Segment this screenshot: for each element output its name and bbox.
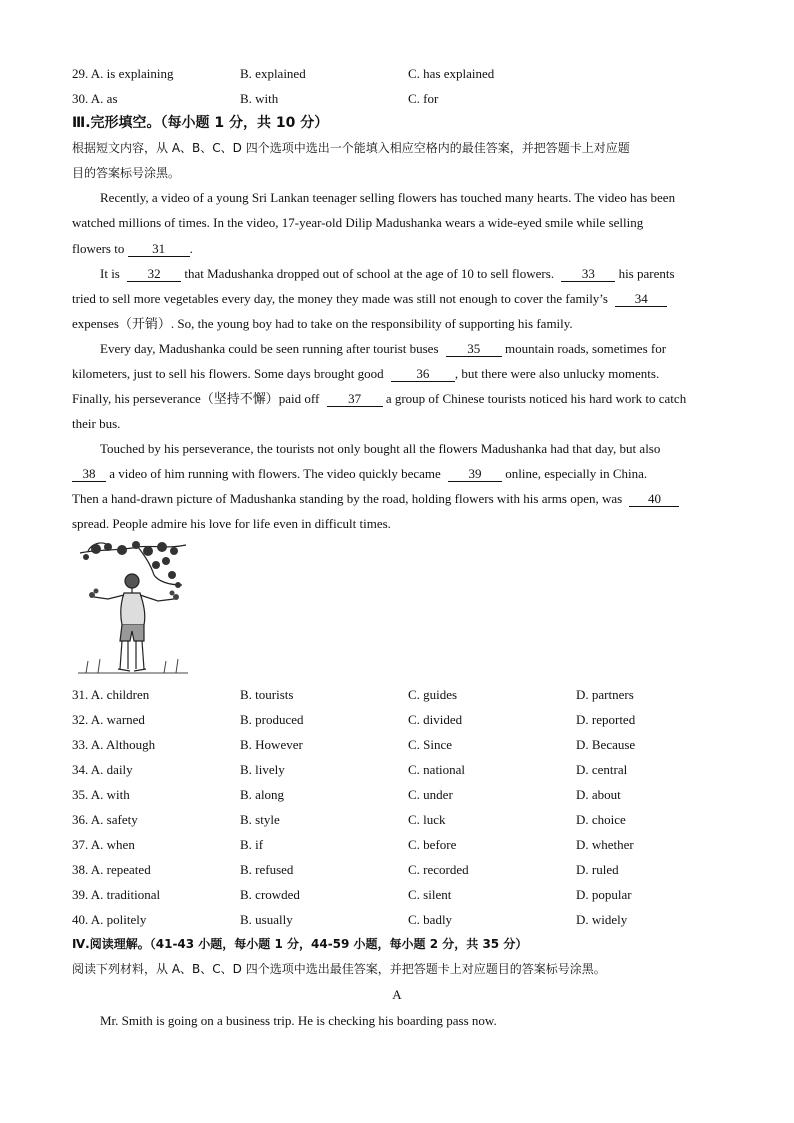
- option-c: C. luck: [408, 812, 446, 827]
- options-row-29: [72, 65, 722, 83]
- option-b: B. However: [240, 737, 303, 752]
- blank-40: 40: [629, 492, 679, 507]
- option-a: 33. A. Although: [72, 737, 156, 752]
- passage-text: that Madushanka dropped out of school at the age of 10 to sell flowers.: [184, 266, 555, 281]
- option-c: C. before: [408, 837, 457, 852]
- options-row-37: [72, 836, 722, 854]
- option-d: D. widely: [576, 912, 628, 927]
- option-a: 32. A. warned: [72, 712, 145, 727]
- options-row-34: [72, 761, 722, 779]
- option-b: B. with: [240, 91, 279, 106]
- option-b: B. if: [240, 837, 264, 852]
- option-b: B. style: [240, 812, 280, 827]
- option-a: 30. A. as: [72, 91, 118, 106]
- options-row-31: [72, 686, 722, 704]
- option-c: C. badly: [408, 912, 453, 927]
- options-row-32: [72, 711, 722, 729]
- option-c: C. silent: [408, 887, 452, 902]
- passage-text: It is: [100, 266, 120, 281]
- section3-instructions: 根据短文内容，从 A、B、C、D 四个选项中选出一个能填入相应空格内的最佳答案，并把答题卡上对应题: [72, 141, 630, 155]
- option-a: 31. A. children: [72, 687, 150, 702]
- passage-text: flowers to: [72, 241, 125, 256]
- option-d: D. popular: [576, 887, 632, 902]
- passage-line: [72, 465, 724, 483]
- option-d: D. ruled: [576, 862, 619, 877]
- option-b: B. refused: [240, 862, 294, 877]
- passage-line: [100, 265, 724, 283]
- passage-text: his parents: [618, 266, 675, 281]
- passage-text: , but there were also unlucky moments.: [454, 366, 660, 381]
- option-c: C. guides: [408, 687, 458, 702]
- passage-label: A: [392, 987, 402, 1002]
- passage-line: watched millions of times. In the video, 17-year-old Dilip Madushanka wears a wide-eyed smile while selling: [72, 215, 644, 230]
- passage-text: Every day, Madushanka could be seen running after tourist buses: [100, 341, 439, 356]
- option-c: C. has explained: [408, 66, 495, 81]
- option-d: D. whether: [576, 837, 634, 852]
- option-a: 34. A. daily: [72, 762, 133, 777]
- option-a: 40. A. politely: [72, 912, 147, 927]
- option-c: C. for: [408, 91, 439, 106]
- option-d: D. reported: [576, 712, 636, 727]
- passage-text: a group of Chinese tourists noticed his hard work to catch: [385, 391, 687, 406]
- option-d: D. about: [576, 787, 621, 802]
- options-row-35: [72, 786, 722, 804]
- passage-line: spread. People admire his love for life even in difficult times.: [72, 516, 391, 531]
- passage-line: [72, 365, 724, 383]
- passage-text: online, especially in China.: [505, 466, 648, 481]
- blank-36: 36: [391, 367, 455, 382]
- section3-heading: Ⅲ.完形填空。（每小题 1 分，共 10 分）: [72, 115, 329, 131]
- blank-34: 34: [615, 292, 667, 307]
- option-a: 37. A. when: [72, 837, 135, 852]
- option-b: B. crowded: [240, 887, 300, 902]
- blank-31: 31: [128, 242, 190, 257]
- option-d: D. partners: [576, 687, 634, 702]
- passage-line: their bus.: [72, 416, 121, 431]
- option-c: C. recorded: [408, 862, 469, 877]
- passage-line: [100, 340, 724, 358]
- blank-32: 32: [127, 267, 181, 282]
- option-b: B. explained: [240, 66, 306, 81]
- option-a: 38. A. repeated: [72, 862, 151, 877]
- option-a: 35. A. with: [72, 787, 130, 802]
- options-row-36: [72, 811, 722, 829]
- options-row-30: [72, 90, 722, 108]
- passage-text: mountain roads, sometimes for: [505, 341, 667, 356]
- blank-39: 39: [448, 467, 502, 482]
- section3-instructions-cont: 目的答案标号涂黑。: [72, 166, 181, 180]
- option-b: B. usually: [240, 912, 293, 927]
- option-b: B. lively: [240, 762, 285, 777]
- blank-35: 35: [446, 342, 502, 357]
- section4-heading: Ⅳ.阅读理解。（41-43 小题，每小题 1 分，44-59 小题，每小题 2 分，共 35 分）: [72, 937, 528, 951]
- passage-line: expenses（开销）. So, the young boy had to take on the responsibility of supporting his family.: [72, 316, 573, 331]
- option-b: B. tourists: [240, 687, 294, 702]
- passage-line: Touched by his perseverance, the tourists not only bought all the flowers Madushanka had that day, but also: [100, 441, 661, 456]
- blank-37: 37: [327, 392, 383, 407]
- option-c: C. under: [408, 787, 453, 802]
- passage-text: Then a hand-drawn picture of Madushanka standing by the road, holding flowers with his arms open, was: [72, 491, 623, 506]
- passage-line: [72, 290, 724, 308]
- option-b: B. produced: [240, 712, 304, 727]
- options-row-40: [72, 911, 722, 929]
- option-d: D. central: [576, 762, 628, 777]
- boy-with-flowers-illustration: [78, 541, 188, 677]
- options-row-38: [72, 861, 722, 879]
- option-a: 36. A. safety: [72, 812, 138, 827]
- passage-line: Recently, a video of a young Sri Lankan teenager selling flowers has touched many hearts. The video has been: [100, 190, 676, 205]
- passage-text: .: [189, 241, 193, 256]
- blank-38: 38: [72, 467, 106, 482]
- passage-text: tried to sell more vegetables every day, the money they made was still not enough to cover the family’s: [72, 291, 608, 306]
- passage-line: [72, 390, 724, 408]
- passage-line: [72, 240, 724, 258]
- option-c: C. divided: [408, 712, 463, 727]
- option-c: C. Since: [408, 737, 453, 752]
- passage-intro: Mr. Smith is going on a business trip. He is checking his boarding pass now.: [100, 1013, 497, 1028]
- options-row-39: [72, 886, 722, 904]
- passage-text: Finally, his perseverance（坚持不懈）paid off: [72, 391, 320, 406]
- section4-instructions: 阅读下列材料，从 A、B、C、D 四个选项中选出最佳答案，并把答题卡上对应题目的答案标号涂黑。: [72, 962, 606, 976]
- options-row-33: [72, 736, 722, 754]
- passage-text: kilometers, just to sell his flowers. Some days brought good: [72, 366, 384, 381]
- option-a: 29. A. is explaining: [72, 66, 174, 81]
- passage-line: [72, 490, 724, 508]
- option-d: D. choice: [576, 812, 626, 827]
- blank-33: 33: [561, 267, 615, 282]
- passage-text: a video of him running with flowers. The video quickly became: [109, 466, 441, 481]
- option-c: C. national: [408, 762, 466, 777]
- option-a: 39. A. traditional: [72, 887, 161, 902]
- option-d: D. Because: [576, 737, 636, 752]
- option-b: B. along: [240, 787, 285, 802]
